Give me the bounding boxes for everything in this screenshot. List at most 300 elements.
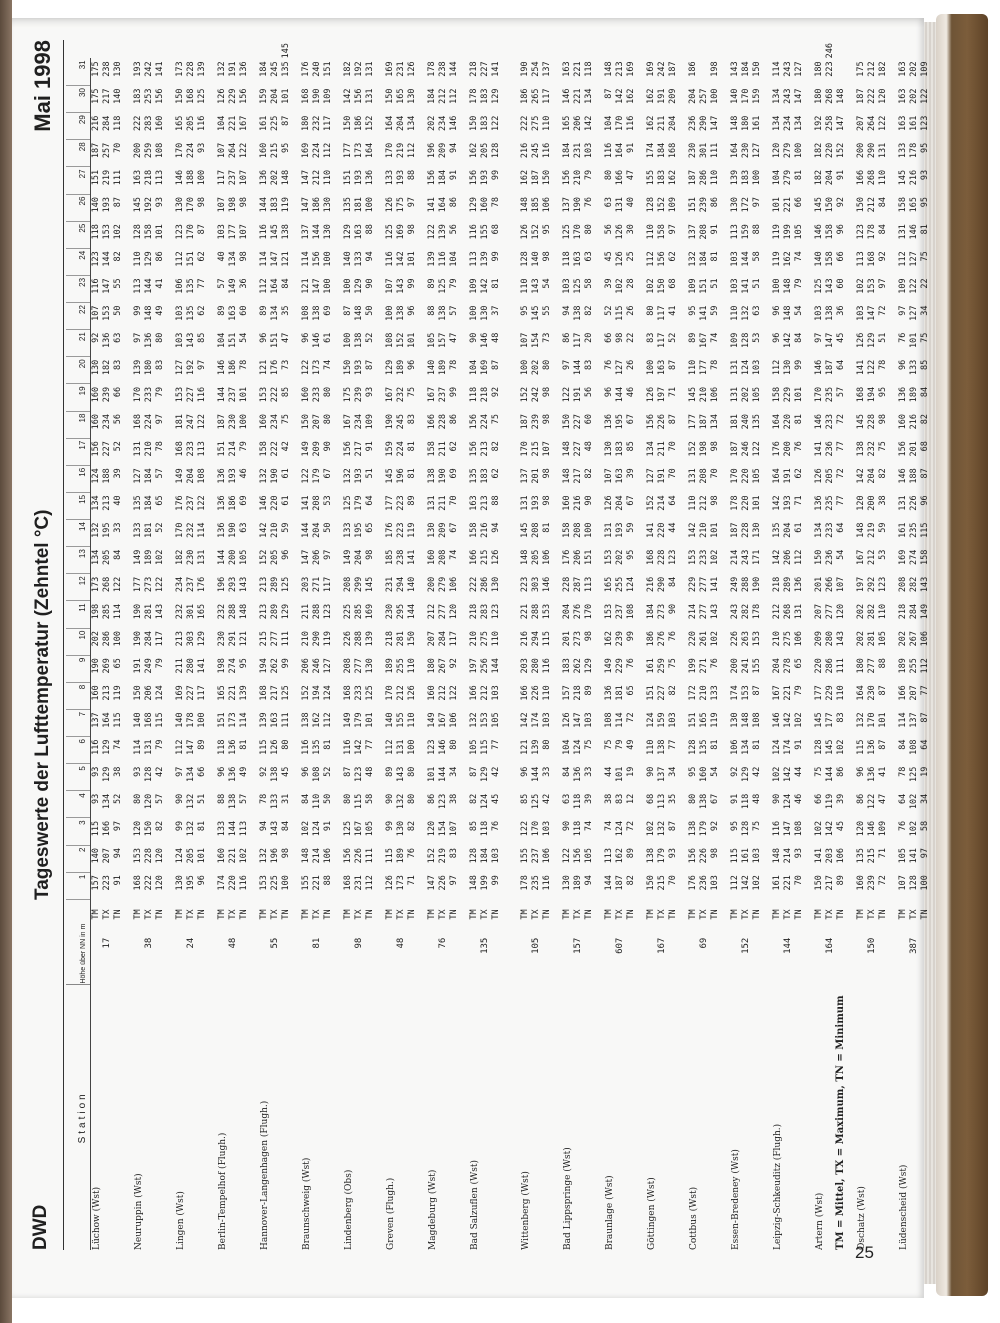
value-cell: 279 [783, 142, 793, 159]
measure-type: TX [228, 909, 238, 920]
value-cell: 221 [520, 603, 530, 620]
value-cell: 173 [91, 576, 101, 593]
value-cell: 141 [155, 61, 165, 77]
value-cell: 68 [668, 278, 678, 289]
value-cell: 105 [239, 549, 249, 566]
value-cell: 100 [584, 522, 594, 538]
value-cell: 146 [898, 468, 908, 484]
value-cell: 117 [155, 631, 165, 647]
column-header-day: 28 [66, 140, 91, 167]
value-cell: 118 [741, 793, 751, 810]
value-cell: 130 [783, 359, 793, 376]
value-cell: 224 [480, 414, 490, 430]
value-cell: 160 [898, 414, 908, 430]
value-cell: 94 [365, 251, 375, 262]
value-cell: 53 [752, 332, 762, 343]
value-cell: 239 [699, 197, 709, 213]
value-cell: 184 [741, 61, 751, 77]
value-cell: 144 [491, 658, 501, 674]
value-cell: 129 [741, 766, 751, 783]
value-cell: 121 [281, 251, 291, 267]
value-cell: 131 [427, 495, 437, 511]
value-cell: 215 [270, 142, 280, 159]
value-cell: 101 [752, 495, 762, 511]
value-cell: 83 [584, 359, 594, 371]
value-cell: 160 [856, 875, 866, 891]
value-cell: 103 [217, 224, 227, 240]
value-cell: 98 [239, 197, 249, 208]
value-cell: 54 [794, 305, 804, 316]
value-cell: 131 [878, 142, 888, 159]
value-cell: 135 [752, 414, 762, 430]
value-cell: 78 [449, 359, 459, 371]
value-cell: 128 [909, 875, 919, 891]
value-cell: 102 [155, 549, 165, 566]
value-cell: 202 [898, 631, 908, 647]
station-hoehe: 387 [909, 937, 919, 954]
value-cell: 126 [562, 712, 572, 728]
value-cell: 118 [584, 61, 594, 77]
value-cell: 66 [836, 251, 846, 262]
value-cell: 201 [531, 468, 541, 484]
value-cell: 150 [542, 169, 552, 186]
value-cell: 212 [312, 169, 322, 186]
station-name: Braunschweig (Wst) [302, 1157, 312, 1250]
value-cell: 87 [604, 88, 614, 99]
legend-text: TM = Mittel, TX = Maximum, TN = Minimum [835, 995, 846, 1250]
value-cell: 191 [228, 61, 238, 77]
value-cell: 86 [155, 251, 165, 262]
value-cell: 162 [626, 88, 636, 104]
value-cell: 212 [396, 685, 406, 701]
value-cell: 136 [144, 332, 154, 349]
value-cell: 156 [91, 441, 101, 457]
measure-type: TX [867, 909, 877, 920]
value-cell: 217 [573, 468, 583, 484]
table-row [427, 40, 438, 1250]
value-cell: 101 [909, 332, 919, 349]
value-cell: 112 [730, 875, 740, 891]
value-cell: 87 [920, 468, 930, 479]
value-cell: 52 [113, 793, 123, 805]
value-cell: 98 [710, 441, 720, 452]
value-cell: 178 [520, 875, 530, 891]
value-cell: 202 [909, 61, 919, 77]
value-cell: 117 [449, 631, 459, 647]
value-cell: 96 [407, 305, 417, 316]
value-cell: 164 [772, 414, 782, 430]
value-cell: 101 [197, 848, 207, 864]
value-cell: 102 [909, 793, 919, 810]
table-row [730, 40, 741, 1250]
value-cell: 90 [385, 793, 395, 805]
value-cell: 108 [604, 712, 614, 728]
value-cell: 224 [186, 142, 196, 159]
value-cell: 76 [584, 197, 594, 208]
value-cell: 141 [646, 522, 656, 538]
value-cell: 101 [239, 386, 249, 403]
value-cell: 66 [113, 386, 123, 398]
value-cell: 98 [239, 251, 249, 262]
value-cell: 79 [615, 739, 625, 750]
value-cell: 173 [312, 359, 322, 376]
value-cell: 129 [385, 359, 395, 376]
value-cell: 75 [920, 251, 930, 262]
column-header-day: 25 [66, 221, 91, 248]
value-cell: 98 [281, 848, 291, 859]
value-cell: 134 [584, 88, 594, 104]
value-cell: 102 [301, 820, 311, 837]
value-cell: 181 [730, 414, 740, 430]
value-cell: 140 [730, 88, 740, 104]
value-cell: 101 [365, 712, 375, 728]
value-cell: 198 [217, 658, 227, 674]
value-cell: 141 [814, 848, 824, 864]
value-cell: 124 [155, 685, 165, 701]
value-cell: 97 [323, 549, 333, 560]
value-cell: 122 [113, 576, 123, 593]
value-cell: 147 [301, 197, 311, 213]
value-cell: 210 [144, 441, 154, 457]
value-cell: 216 [909, 169, 919, 186]
value-cell: 158 [657, 224, 667, 240]
column-header-day: 8 [66, 682, 91, 709]
value-cell: 202 [615, 549, 625, 566]
value-cell: 80 [323, 386, 333, 398]
value-cell: 226 [699, 848, 709, 864]
value-cell: 170 [186, 197, 196, 213]
measure-type: TN [449, 909, 459, 920]
value-cell: 109 [898, 278, 908, 294]
value-cell: 101 [878, 712, 888, 728]
station-separator [763, 40, 772, 1250]
value-cell: 111 [281, 712, 291, 728]
value-cell: 167 [699, 332, 709, 349]
measure-type: TN [323, 909, 333, 920]
value-cell: 238 [396, 549, 406, 566]
value-cell: 81 [323, 739, 333, 750]
value-cell: 59 [281, 522, 291, 533]
value-cell: 234 [354, 414, 364, 430]
separator-cell [679, 58, 688, 1250]
value-cell: 182 [878, 61, 888, 77]
value-cell: 202 [91, 631, 101, 647]
value-cell: 113 [239, 820, 249, 837]
value-cell: 93 [668, 848, 678, 859]
value-cell: 101 [281, 88, 291, 104]
value-cell: 144 [217, 549, 227, 566]
value-cell: 239 [615, 631, 625, 647]
value-cell: 137 [688, 224, 698, 240]
value-cell: 139 [480, 251, 490, 267]
value-cell: 122 [520, 820, 530, 837]
value-cell: 148 [562, 441, 572, 457]
measure-type: TN [920, 909, 930, 920]
value-cell: 167 [354, 820, 364, 837]
value-cell: 159 [385, 441, 395, 457]
value-cell: 133 [133, 522, 143, 538]
value-cell: 128 [491, 142, 501, 159]
value-cell: 239 [531, 414, 541, 430]
value-cell: 110 [646, 224, 656, 240]
value-cell: 190 [573, 197, 583, 213]
value-cell: 239 [867, 875, 877, 891]
value-cell: 58 [365, 793, 375, 805]
value-cell: 191 [573, 386, 583, 403]
value-cell: 138 [312, 305, 322, 321]
value-cell: 100 [323, 251, 333, 267]
value-cell: 122 [239, 142, 249, 159]
separator-cell [805, 58, 814, 1250]
value-cell: 112 [920, 658, 930, 674]
value-cell: 38 [878, 495, 888, 506]
value-cell: 53 [878, 549, 888, 560]
value-cell: 83 [646, 332, 656, 343]
value-cell: 195 [354, 522, 364, 538]
value-cell: 39 [836, 793, 846, 805]
measure-type: TM [646, 909, 656, 920]
station-name: Berlin-Tempelhof (Flugh.) [218, 1132, 228, 1250]
value-cell: 119 [281, 197, 291, 213]
value-cell: 282 [741, 603, 751, 620]
value-cell: 67 [449, 522, 459, 533]
value-cell: 194 [867, 386, 877, 403]
value-cell: 277 [270, 631, 280, 647]
value-cell: 193 [102, 197, 112, 213]
value-cell: 116 [604, 142, 614, 159]
separator-cell [418, 58, 427, 1250]
value-cell: 114 [898, 712, 908, 728]
value-cell: 81 [407, 468, 417, 479]
value-cell: 142 [772, 549, 782, 566]
value-cell: 212 [867, 61, 877, 77]
value-cell: 19 [626, 766, 636, 777]
value-cell: 99 [491, 251, 501, 262]
value-cell: 290 [657, 576, 667, 593]
value-cell: 160 [427, 549, 437, 566]
value-cell: 127 [615, 359, 625, 376]
value-cell: 60 [584, 414, 594, 425]
value-cell: 170 [385, 685, 395, 701]
value-cell: 62 [491, 468, 501, 479]
value-cell: 114 [197, 522, 207, 538]
value-cell: 165 [562, 115, 572, 132]
value-cell: 169 [365, 603, 375, 620]
value-cell: 229 [615, 658, 625, 674]
value-cell: 102 [794, 712, 804, 728]
value-cell: 169 [396, 224, 406, 240]
value-cell: 33 [542, 766, 552, 777]
station-separator [250, 40, 259, 1250]
measure-type: TN [752, 909, 762, 920]
value-cell: 81 [491, 278, 501, 289]
value-cell: 120 [155, 875, 165, 891]
value-cell: 140 [385, 712, 395, 728]
value-cell: 127 [323, 658, 333, 674]
value-cell: 82 [584, 305, 594, 316]
value-cell: 178 [730, 495, 740, 511]
column-header-day: 26 [66, 194, 91, 221]
value-cell: 214 [228, 441, 238, 457]
station-name: Bad Salzuflen (Wst) [470, 1159, 480, 1250]
station-hoehe: 69 [699, 937, 709, 949]
value-cell: 168 [144, 712, 154, 728]
value-cell: 236 [825, 441, 835, 457]
value-cell: 221 [783, 685, 793, 701]
column-header-day: 31 [66, 58, 91, 85]
value-cell: 80 [542, 359, 552, 371]
value-cell: 230 [217, 631, 227, 647]
value-cell: 150 [469, 115, 479, 132]
value-cell: 186 [312, 197, 322, 213]
value-cell: 280 [825, 631, 835, 647]
value-cell: 168 [301, 88, 311, 104]
value-cell: 124 [741, 359, 751, 376]
station-name: Bad Lippspringe (Wst) [563, 1147, 573, 1250]
value-cell: 166 [102, 820, 112, 837]
value-cell: 147 [836, 115, 846, 132]
station-separator [208, 40, 217, 1250]
value-cell: 184 [144, 468, 154, 484]
value-cell: 85 [920, 359, 930, 371]
value-cell: 101 [615, 766, 625, 783]
value-cell: 130 [562, 875, 572, 891]
value-cell: 92 [836, 197, 846, 208]
value-cell: 116 [626, 115, 636, 132]
value-cell: 277 [438, 603, 448, 620]
value-cell: 93 [91, 766, 101, 777]
value-cell: 195 [102, 522, 112, 538]
value-cell: 80 [584, 224, 594, 235]
value-cell: 116 [197, 115, 207, 132]
value-cell: 221 [783, 875, 793, 891]
value-cell: 138 [228, 793, 238, 810]
value-cell: 116 [469, 224, 479, 240]
value-cell: 215 [657, 875, 667, 891]
value-cell: 138 [270, 766, 280, 783]
station-hoehe: 167 [657, 937, 667, 954]
value-cell: 183 [270, 197, 280, 213]
value-cell: 101 [407, 251, 417, 267]
value-cell: 208 [343, 658, 353, 674]
value-cell: 183 [562, 658, 572, 674]
value-cell: 145 [365, 576, 375, 593]
value-cell: 41 [668, 305, 678, 316]
value-cell: 156 [469, 414, 479, 430]
station-separator [595, 40, 604, 1250]
value-cell: 96 [259, 332, 269, 343]
value-cell: 81 [239, 739, 249, 750]
separator-cell [721, 58, 730, 1250]
value-cell: 89 [385, 766, 395, 777]
value-cell: 133 [385, 169, 395, 186]
value-cell: 111 [281, 631, 291, 647]
value-cell: 99 [449, 386, 459, 398]
value-cell: 213 [102, 495, 112, 511]
value-cell: 142 [856, 468, 866, 484]
value-cell: 151 [688, 712, 698, 728]
value-cell: 104 [469, 359, 479, 376]
value-cell: 130 [175, 197, 185, 213]
value-cell: 152 [365, 115, 375, 132]
value-cell: 223 [102, 875, 112, 891]
value-cell: 257 [699, 88, 709, 104]
value-cell: 90 [469, 332, 479, 343]
value-cell: 125 [343, 495, 353, 511]
measure-type: TN [542, 909, 552, 920]
value-cell: 204 [312, 522, 322, 538]
value-cell: 130 [396, 820, 406, 837]
value-cell: 100 [407, 739, 417, 755]
value-cell: 303 [186, 631, 196, 647]
value-cell: 78 [710, 359, 720, 371]
value-cell: 159 [741, 224, 751, 240]
value-cell: 95 [239, 658, 249, 669]
value-cell: 135 [469, 468, 479, 484]
value-cell: 197 [469, 658, 479, 674]
value-cell: 84 [281, 278, 291, 289]
value-cell: 81 [407, 441, 417, 452]
value-cell: 144 [301, 522, 311, 538]
value-cell: 210 [469, 631, 479, 647]
value-cell: 86 [836, 766, 846, 777]
value-cell: 168 [175, 441, 185, 457]
value-cell: 59 [710, 305, 720, 316]
value-cell: 249 [730, 576, 740, 593]
value-cell: 88 [323, 875, 333, 886]
value-cell: 220 [741, 468, 751, 484]
value-cell: 88 [491, 495, 501, 506]
value-cell: 152 [427, 848, 437, 864]
value-cell: 87 [113, 197, 123, 208]
value-cell: 292 [867, 576, 877, 593]
value-cell: 130 [491, 576, 501, 593]
value-cell: 123 [91, 251, 101, 267]
value-cell: 56 [604, 224, 614, 235]
value-cell: 178 [186, 712, 196, 728]
value-cell: 255 [909, 658, 919, 674]
value-cell: 219 [396, 142, 406, 159]
value-cell: 153 [867, 278, 877, 294]
value-cell: 110 [312, 793, 322, 810]
value-cell: 198 [228, 197, 238, 213]
value-cell: 105 [584, 848, 594, 864]
value-cell: 200 [133, 142, 143, 159]
value-cell: 63 [584, 251, 594, 262]
value-cell: 131 [604, 522, 614, 538]
value-cell: 184 [562, 142, 572, 159]
value-cell: 90 [668, 603, 678, 615]
value-cell: 107 [898, 875, 908, 891]
value-cell: 197 [856, 576, 866, 593]
value-cell: 148 [836, 88, 846, 104]
value-cell: 74 [794, 251, 804, 262]
measure-type: TN [113, 909, 123, 920]
value-cell: 146 [259, 495, 269, 511]
value-cell: 128 [741, 820, 751, 837]
value-cell: 163 [354, 224, 364, 240]
value-cell: 105 [878, 631, 888, 647]
value-cell: 162 [783, 251, 793, 267]
value-cell: 128 [646, 197, 656, 213]
value-cell: 193 [133, 61, 143, 77]
value-cell: 191 [657, 468, 667, 484]
value-cell: 215 [480, 549, 490, 566]
value-cell: 87 [668, 359, 678, 371]
value-cell: 125 [562, 224, 572, 240]
measure-type: TM [856, 909, 866, 920]
value-cell: 168 [343, 875, 353, 891]
